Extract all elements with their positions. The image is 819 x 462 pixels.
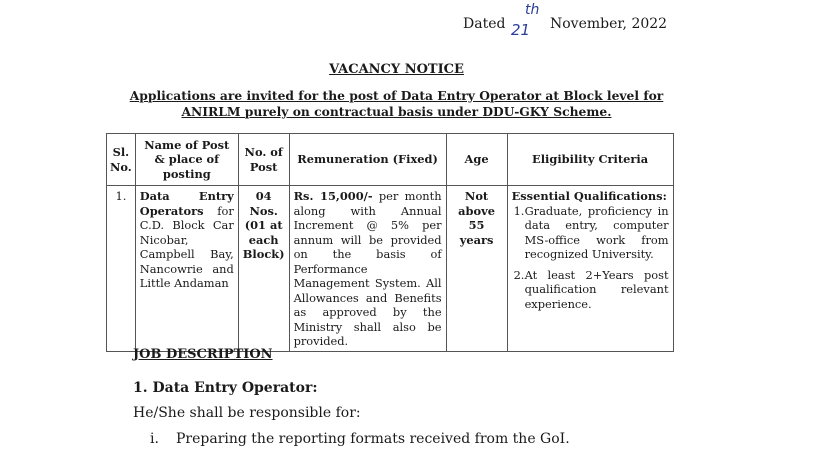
list-item	[513, 267, 669, 312]
header-post-name: Name of Post & place of posting	[135, 134, 238, 186]
qualification-text: Graduate, proficiency in data entry, computer MS-office work from recognized University.	[524, 203, 669, 261]
duty-number: i.	[150, 431, 159, 447]
intro-line-1: Applications are invited for the post of Data Entry Operator at Block level for	[129, 88, 664, 103]
notice-intro	[0, 88, 793, 120]
month-year: November, 2022	[550, 16, 668, 32]
remuneration-amount: Rs. 15,000/-	[293, 189, 373, 203]
list-item	[150, 431, 570, 447]
header-no-of-post: No. of Post	[238, 134, 289, 186]
qualifications-list	[512, 204, 669, 312]
job-description-heading: JOB DESCRIPTION	[133, 347, 273, 362]
date-line	[463, 2, 668, 39]
intro-line-2: ANIRLM purely on contractual basis under DDU-GKY Scheme.	[181, 104, 612, 119]
cell-eligibility	[507, 186, 673, 352]
section-heading: 1. Data Entry Operator:	[133, 380, 318, 396]
post-place: for C.D. Block Car Nicobar, Campbell Bay, Nancowrie and Little Andaman	[139, 203, 234, 290]
header-sl-no: Sl. No.	[107, 134, 136, 186]
header-age: Age	[446, 134, 507, 186]
table-row	[107, 186, 674, 352]
qualification-number: 2.	[513, 267, 525, 282]
responsibility-intro: He/She shall be responsible for:	[133, 405, 361, 421]
notice-title: VACANCY NOTICE	[329, 62, 464, 77]
cell-post	[135, 186, 238, 352]
post-name: Data Entry Operators	[139, 189, 234, 218]
header-remuneration: Remuneration (Fixed)	[289, 134, 446, 186]
cell-no-of-post: 04 Nos. (01 at each Block)	[238, 186, 289, 352]
remuneration-details: per month along with Annual Increment @ 5% per annum will be provided on the basis of Performance Management System. All Allowances and Benefits as approved by the Ministry shall also be provided.	[293, 189, 442, 348]
duty-text: Preparing the reporting formats received from the GoI.	[176, 431, 570, 447]
cell-remuneration	[289, 186, 446, 352]
cell-sl-no: 1.	[107, 186, 136, 352]
list-item	[513, 203, 669, 262]
dated-label: Dated	[463, 16, 506, 32]
qualification-text: At least 2+Years post qualification relevant experience.	[524, 267, 669, 311]
qualification-number: 1.	[513, 203, 525, 218]
handwritten-day-suffix: th	[525, 2, 540, 18]
vacancy-table	[106, 133, 674, 352]
table-header-row	[107, 134, 674, 186]
eligibility-heading: Essential Qualifications:	[511, 189, 667, 203]
cell-age: Not above 55 years	[446, 186, 507, 352]
handwritten-day: 21	[511, 21, 531, 39]
header-eligibility: Eligibility Criteria	[507, 134, 673, 186]
